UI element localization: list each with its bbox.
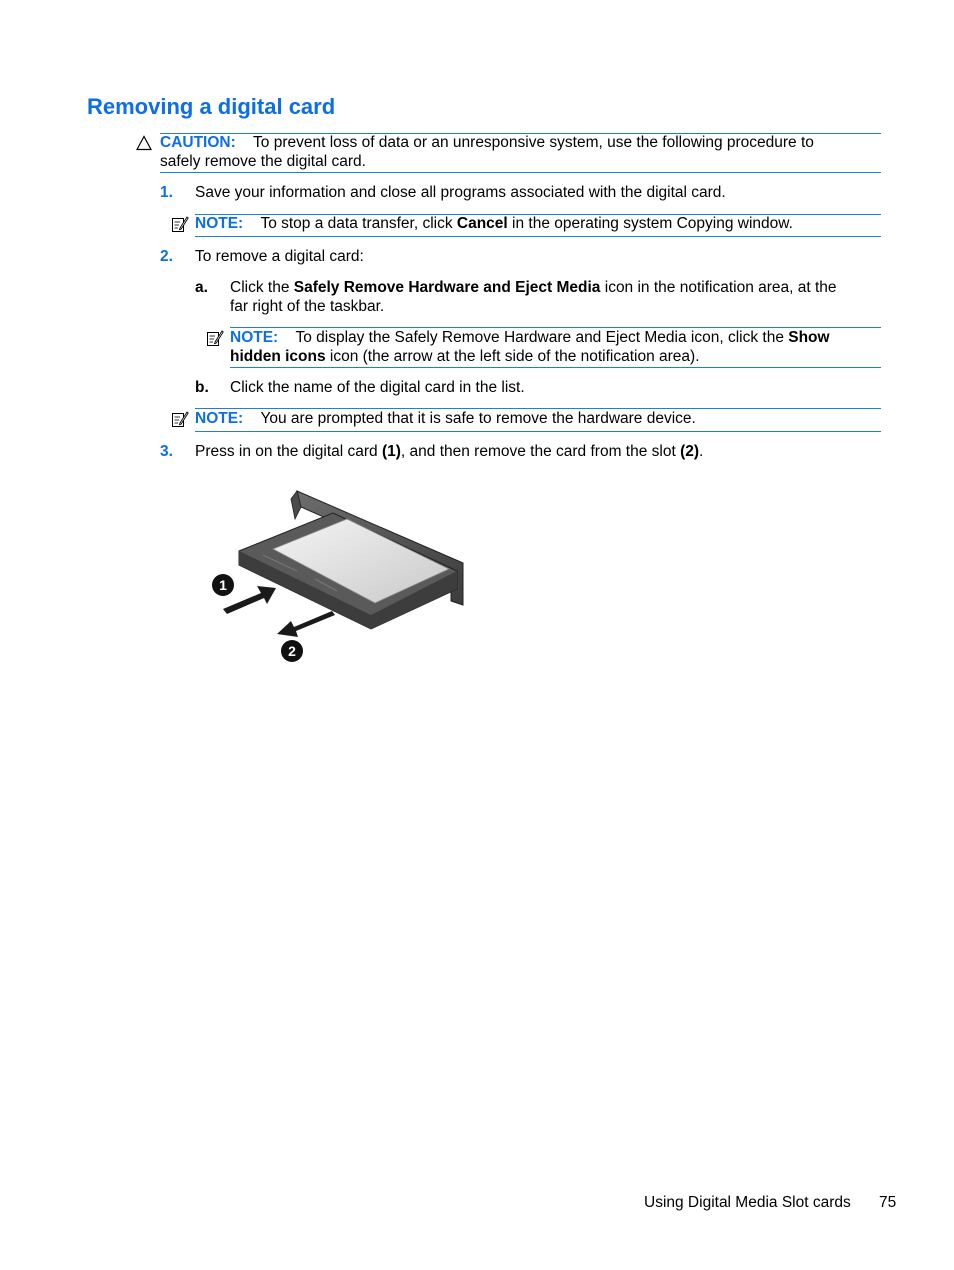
step-3-text-mid: , and then remove the card from the slot bbox=[400, 443, 681, 460]
digital-card bbox=[239, 513, 457, 629]
note-1-text-pre: To stop a data transfer, click bbox=[260, 215, 457, 232]
note-2-text-post: icon (the arrow at the left side of the notification area). bbox=[325, 348, 700, 365]
footer-section-title: Using Digital Media Slot cards bbox=[644, 1194, 851, 1211]
step-a-text-bold: Safely Remove Hardware and Eject Media bbox=[293, 279, 601, 296]
note-2-line-1 bbox=[230, 328, 881, 347]
note-2-bottom-rule bbox=[230, 367, 881, 368]
step-b-text: Click the name of the digital card in the list. bbox=[230, 379, 525, 396]
step-1-number: 1. bbox=[160, 184, 173, 201]
step-3-text-pre: Press in on the digital card bbox=[195, 443, 382, 460]
step-a-text bbox=[230, 278, 881, 316]
note-3 bbox=[195, 409, 881, 428]
step-3-text-post: . bbox=[699, 443, 704, 460]
callout-1-label: 1 bbox=[219, 577, 227, 593]
step-a-text-post: icon in the notification area, at the bbox=[600, 279, 837, 296]
note-2-text-bold-2: hidden icons bbox=[230, 348, 326, 365]
section-heading: Removing a digital card bbox=[87, 94, 336, 119]
note-1-bottom-rule bbox=[195, 236, 881, 237]
footer-page-number: 75 bbox=[879, 1194, 897, 1211]
caution-text-1: To prevent loss of data or an unresponsive system, use the following procedure to bbox=[253, 134, 814, 151]
note-icon bbox=[171, 215, 189, 233]
step-3-text bbox=[195, 442, 703, 461]
note-3-bottom-rule bbox=[195, 431, 881, 432]
note-1-text-bold: Cancel bbox=[456, 215, 508, 232]
step-1-text: Save your information and close all programs associated with the digital card. bbox=[195, 184, 726, 201]
caution-block bbox=[160, 133, 881, 171]
note-1-label: NOTE: bbox=[195, 215, 244, 232]
caution-bottom-rule bbox=[160, 172, 881, 173]
step-3-text-bold-2: (2) bbox=[680, 443, 700, 460]
note-2-text-bold-1: Show bbox=[788, 329, 830, 346]
note-2-label: NOTE: bbox=[230, 329, 279, 346]
step-2-number: 2. bbox=[160, 248, 173, 265]
step-3-text-bold-1: (1) bbox=[381, 443, 401, 460]
pull-out-arrow-icon bbox=[277, 611, 335, 637]
note-1 bbox=[195, 214, 881, 233]
callout-2-badge bbox=[281, 640, 303, 662]
step-a-text-pre: Click the bbox=[230, 279, 294, 296]
note-1-text-post: in the operating system Copying window. bbox=[507, 215, 793, 232]
note-2-line-2 bbox=[230, 347, 881, 366]
step-a-letter: a. bbox=[195, 279, 208, 296]
callout-1-badge bbox=[212, 574, 234, 596]
caution-text-2: safely remove the digital card. bbox=[160, 153, 366, 170]
note-3-label: NOTE: bbox=[195, 410, 244, 427]
step-a-line-2: far right of the taskbar. bbox=[230, 298, 385, 315]
note-icon bbox=[206, 329, 224, 347]
callout-2-label: 2 bbox=[288, 643, 296, 659]
caution-label: CAUTION: bbox=[160, 134, 236, 151]
step-a-line-1 bbox=[230, 278, 881, 297]
note-2-text-pre: To display the Safely Remove Hardware and Eject Media icon, click the bbox=[295, 329, 789, 346]
note-3-text: You are prompted that it is safe to remove the hardware device. bbox=[260, 410, 696, 427]
step-3-number: 3. bbox=[160, 443, 173, 460]
caution-line-1 bbox=[160, 133, 881, 152]
step-b-letter: b. bbox=[195, 379, 209, 396]
note-2 bbox=[230, 328, 881, 366]
digital-card-illustration bbox=[205, 485, 470, 670]
caution-triangle-icon bbox=[136, 135, 152, 151]
note-icon bbox=[171, 410, 189, 428]
step-2-text: To remove a digital card: bbox=[195, 248, 364, 265]
